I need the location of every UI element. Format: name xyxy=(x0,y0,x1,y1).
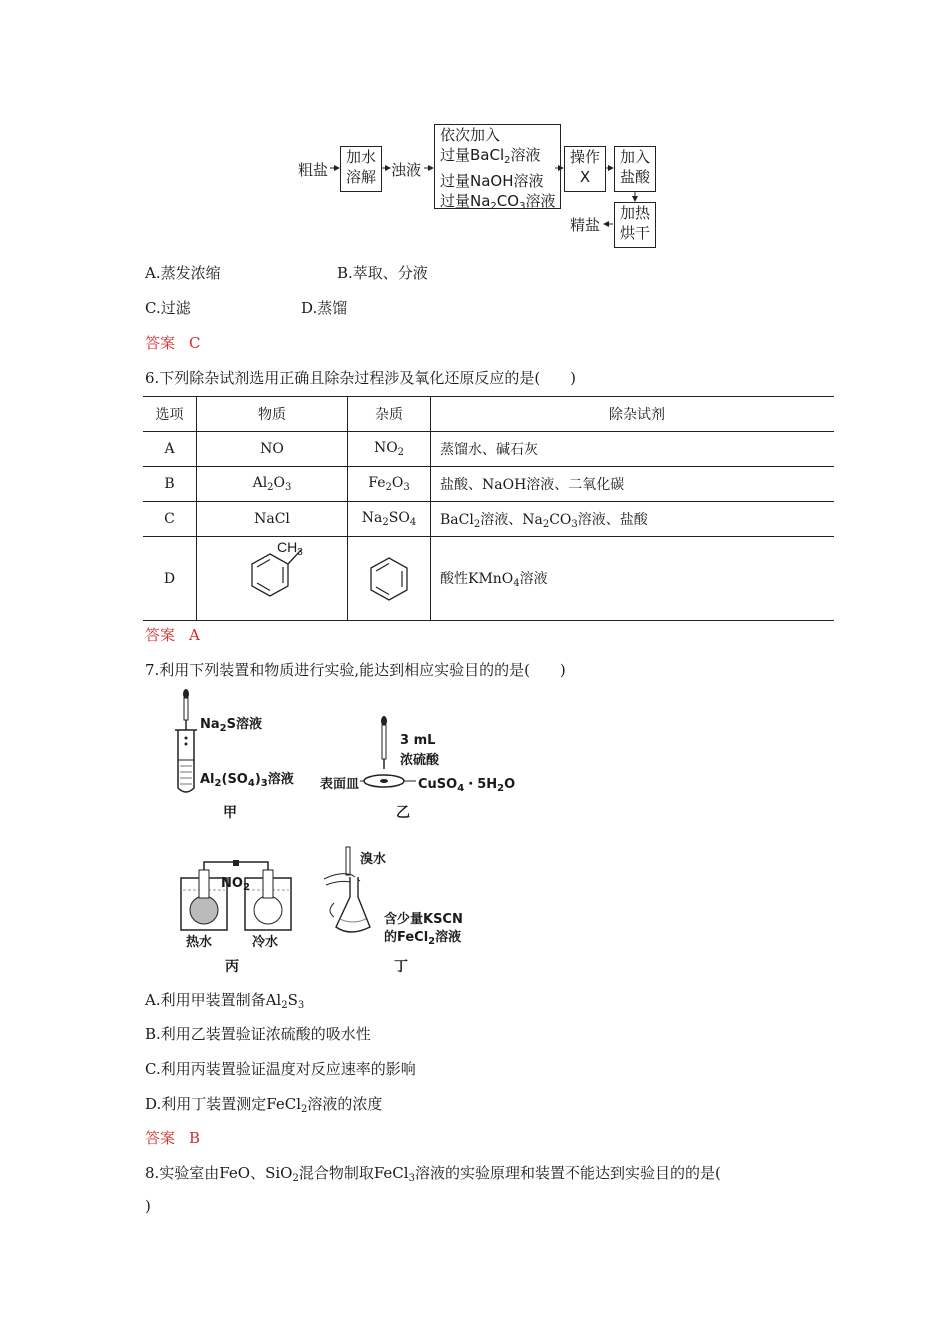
table-row: D $CH_3$ 酸性KMnO$_4$溶液 xyxy=(143,537,834,621)
table-row: C NaCl $Na_2SO_4$ BaCl$_2$溶液、$Na_2CO_3$溶液、盐酸 xyxy=(143,502,834,537)
q5-option-c: C.过滤 xyxy=(145,299,191,317)
q8-stem: 8.实验室由FeO、SiO$_2$混合物制取FeCl$_3$溶液的实验原理和装置不能达到实验目的的是( xyxy=(145,1164,721,1184)
q7-stem: 7.利用下列装置和物质进行实验,能达到相应实验目的的是( ) xyxy=(145,661,566,679)
q7-option-b: B.利用乙装置验证浓硫酸的吸水性 xyxy=(145,1025,371,1043)
flow-box-operation: 操作 X xyxy=(564,146,606,192)
yi-dish-label: 表面皿 xyxy=(320,777,360,792)
ding-caption: 丁 xyxy=(394,959,408,975)
q5-option-a: A.蒸发浓缩 xyxy=(145,264,221,282)
q7-answer: 答案 B xyxy=(145,1129,201,1147)
bing-caption: 丙 xyxy=(225,959,239,975)
bing-cold-label: 冷水 xyxy=(252,935,279,950)
flow-arrows xyxy=(0,0,950,260)
table-header-row xyxy=(143,397,834,432)
flow-fine-salt: 精盐 xyxy=(570,216,601,234)
yi-acid-label: 浓硫酸 xyxy=(400,753,440,768)
ch3-label: $CH_3$ xyxy=(277,539,303,558)
toluene-structure xyxy=(197,537,348,621)
flow-box-dissolve: 加水 溶解 xyxy=(340,146,382,192)
table-row: A NO $NO_2$ 蒸馏水、碱石灰 xyxy=(143,432,834,467)
yi-volume-label: 3 mL xyxy=(400,733,436,748)
jia-top-label: $Na_2S$溶液 xyxy=(200,717,262,734)
flow-box-add-acid: 加入 盐酸 xyxy=(614,146,656,192)
bing-hot-label: 热水 xyxy=(186,935,213,950)
beakers-flasks-icon xyxy=(175,860,295,935)
ding-solution-label-1: 含少量KSCN xyxy=(384,912,463,927)
table-row: B $Al_2O_3$ $Fe_2O_3$ 盐酸、NaOH溶液、二氧化碳 xyxy=(143,467,834,502)
q6-table xyxy=(143,396,834,621)
col-header-reagent: 除杂试剂 xyxy=(431,397,835,432)
q7-option-d: D.利用丁装置测定FeCl$_2$溶液的浓度 xyxy=(145,1095,383,1115)
ding-solution-label-2: 的FeCl$_2$溶液 xyxy=(384,930,462,947)
q5-answer: 答案 C xyxy=(145,334,201,352)
q7-option-c: C.利用丙装置验证温度对反应速率的影响 xyxy=(145,1060,416,1078)
flow-turbid: 浊液 xyxy=(391,161,422,179)
flow-crude-salt: 粗盐 xyxy=(298,161,329,179)
q5-option-d: D.蒸馏 xyxy=(301,299,348,317)
q6-answer: 答案 A xyxy=(145,626,200,644)
jia-caption: 甲 xyxy=(223,805,237,821)
flow-box-reagents: 依次加入 过量BaCl$_2$溶液 过量NaOH溶液 过量$Na_2CO_3$溶液 xyxy=(434,124,561,209)
benzene-structure xyxy=(348,537,431,621)
yi-caption: 乙 xyxy=(396,805,410,821)
benzene-ring-icon xyxy=(348,538,430,620)
flow-box-heat-dry: 加热 烘干 xyxy=(614,202,656,248)
jia-bottom-label: $Al_2(SO_4)_3$溶液 xyxy=(200,772,294,789)
toluene-ring-icon xyxy=(197,538,347,620)
q7-option-a: A.利用甲装置制备$Al_2S_3$ xyxy=(145,991,305,1011)
q5-option-b: B.萃取、分液 xyxy=(337,264,428,282)
col-header-option: 选项 xyxy=(143,397,197,432)
q6-stem: 6.下列除杂试剂选用正确且除杂过程涉及氧化还原反应的是( ) xyxy=(145,369,577,387)
bing-gas-label: $NO_2$ xyxy=(221,876,250,893)
col-header-impurity: 杂质 xyxy=(348,397,431,432)
col-header-substance: 物质 xyxy=(197,397,348,432)
q8-stem-line2: ) xyxy=(145,1197,151,1215)
ding-bromine-label: 溴水 xyxy=(360,852,387,867)
yi-salt-label: CuSO$_4$・$5H_2O$ xyxy=(418,777,516,794)
